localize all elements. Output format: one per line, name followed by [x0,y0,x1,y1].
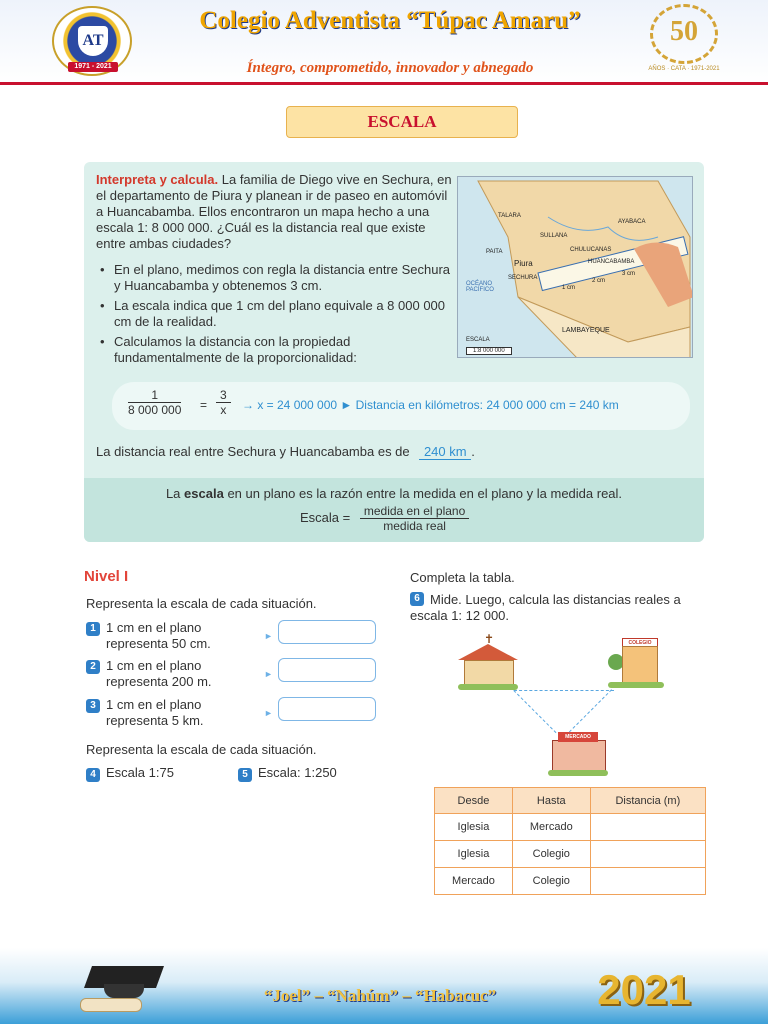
definition-text [84,486,704,501]
school-title: Colegio Adventista “Túpac Amaru” [199,7,581,34]
map-label-sechura: SECHURA [508,275,538,281]
market-ground [548,770,608,776]
instruction-1: Representa la escala de cada situación. [86,596,317,611]
table-row [435,841,706,868]
item-text: 1 cm en el plano representa 200 m. [106,658,212,689]
anniversary-subtitle: AÑOS · CATA · 1971-2021 [648,66,720,72]
market-building [552,740,606,772]
piura-map [457,176,693,358]
table-cell: Iglesia [435,841,513,868]
item-number: 3 [86,699,100,713]
answer-box-2[interactable] [278,658,376,682]
column-header: Hasta [512,788,590,814]
conclusion-text: La distancia real entre Sechura y Huancabamba es de [96,444,410,459]
instruction-2: Representa la escala de cada situación. [86,742,317,757]
distance-answer-cell[interactable] [590,841,705,868]
answer-box-1[interactable] [278,620,376,644]
school-building [622,646,658,684]
escala-denominator: medida real [383,519,446,533]
item-text: Escala 1:75 [106,765,174,780]
exercise-item-4 [86,765,174,782]
fraction-2-denominator: x [220,403,227,417]
item-number: 5 [238,768,252,782]
formula-result: → x = 24 000 000 ► Distancia en kilómetros: 24 000 000 cm = 240 km [242,398,619,412]
distance-table [434,787,706,895]
map-label-sullana: SULLANA [540,233,568,239]
graduation-cap-icon [80,960,170,1016]
map-label-huancabamba: HUANCABAMBA [588,259,635,265]
ruler-mark-1: 1 cm [562,285,576,291]
intro-heading: Interpreta y calcula. [96,172,219,187]
arrow-right-icon: ► [264,669,273,679]
definition-term: escala [184,486,224,501]
table-row [435,814,706,841]
escala-formula [300,504,469,533]
conclusion-answer: 240 km [419,444,471,460]
column-header: Distancia (m) [590,788,705,814]
exercise-item-5 [238,765,337,782]
map-label-lambayeque: LAMBAYEQUE [562,327,610,334]
lesson-intro [96,172,452,252]
church-body [464,660,514,686]
fraction-1-denominator: 8 000 000 [128,403,182,417]
dashed-line [513,690,556,733]
school-sign: COLEGIO [622,638,658,649]
lesson-bullets [96,262,452,370]
cross-icon: ✝ [484,632,495,646]
intro-text: La familia de Diego vive en Sechura, en el departamento de Piura y planean ir de paseo en automóvil a Huancabamba. Ellos encontraron un mapa hecho a una escala 1: 8 000 000. ¿Cuál es la distancia real que existe entre ambas ciudades? [96,172,452,251]
item-number: 6 [410,592,424,606]
item-text: 1 cm en el plano representa 50 cm. [106,620,211,651]
item-text: Escala: 1:250 [258,765,337,780]
footer-year: 2021 [597,966,691,1013]
column-header: Desde [435,788,513,814]
school-ground [608,682,664,688]
ruler-mark-3: 3 cm [622,271,636,277]
map-label-piura: Piura [514,259,533,268]
anniversary-number: 50 [650,4,718,64]
dashed-line [514,690,614,691]
fraction-1 [128,388,181,417]
table-cell: Mercado [435,868,513,895]
arrow-right-icon: ► [264,631,273,641]
logo-years: 1971 - 2021 [68,62,118,72]
cap-base [104,984,144,998]
distance-answer-cell[interactable] [590,868,705,895]
arrow-right-icon: ► [264,708,273,718]
dashed-line [569,689,612,732]
escala-numerator: medida en el plano [360,504,469,519]
exercise-item-6 [410,592,710,624]
table-cell: Mercado [512,814,590,841]
table-cell: Colegio [512,841,590,868]
diploma-icon [80,998,142,1012]
fraction-1-numerator: 1 [128,388,181,403]
map-scale-label: ESCALA [466,337,490,343]
bullet-item: • La escala indica que 1 cm del plano equivale a 8 000 000 cm de la realidad. [96,298,452,330]
distance-answer-cell[interactable] [590,814,705,841]
escala-label: Escala = [300,509,351,525]
map-label-ocean: OCÉANO PACÍFICO [466,281,494,293]
item-text: Mide. Luego, calcula las distancias reales a escala 1: 12 000. [410,592,681,623]
table-header-row [435,788,706,814]
ruler-mark-2: 2 cm [592,278,606,284]
proportion-formula [112,382,690,430]
conclusion-period: . [471,444,475,459]
market-sign: MERCADO [558,732,598,742]
church-ground [458,684,518,690]
item-number: 4 [86,768,100,782]
table-cell: Colegio [512,868,590,895]
item-text: 1 cm en el plano representa 5 km. [106,697,204,728]
school-logo [52,6,132,76]
church-roof [458,644,518,660]
table-instruction: Completa la tabla. [410,570,515,585]
fraction-2 [216,388,231,417]
anniversary-badge [644,4,724,78]
equals-sign: = [200,398,208,412]
school-icon [608,636,664,690]
definition-post: en un plano es la razón entre la medida en el plano y la medida real. [227,486,623,501]
shield-icon: AT [78,26,108,56]
header-divider [0,82,768,85]
map-scale-value: 1:8 000 000 [466,347,512,355]
church-icon [458,632,518,690]
answer-box-3[interactable] [278,697,376,721]
item-number: 1 [86,622,100,636]
section-title: ESCALA [286,106,518,138]
bullet-item: • Calculamos la distancia con la propiedad fundamentalmente de la proporcionalidad: [96,334,452,366]
market-icon [548,730,608,780]
escala-fraction [360,504,469,533]
bullet-item: • En el plano, medimos con regla la distancia entre Sechura y Huancabamba y obtenemos 3 cm. [96,262,452,294]
table-row [435,868,706,895]
conclusion [96,444,475,460]
definition-pre: La [165,486,181,501]
map-label-paita: PAITA [486,249,503,255]
table-cell: Iglesia [435,814,513,841]
school-motto: Íntegro, comprometido, innovador y abnegado [246,60,534,76]
footer-names: “Joel” – “Nahúm” – “Habacuc” [263,986,497,1005]
map-label-talara: TALARA [498,213,521,219]
level-title: Nivel I [84,568,129,585]
fraction-2-numerator: 3 [216,388,231,403]
map-label-chulucanas: CHULUCANAS [570,247,612,253]
map-label-ayabaca: AYABACA [618,219,646,225]
item-number: 2 [86,660,100,674]
